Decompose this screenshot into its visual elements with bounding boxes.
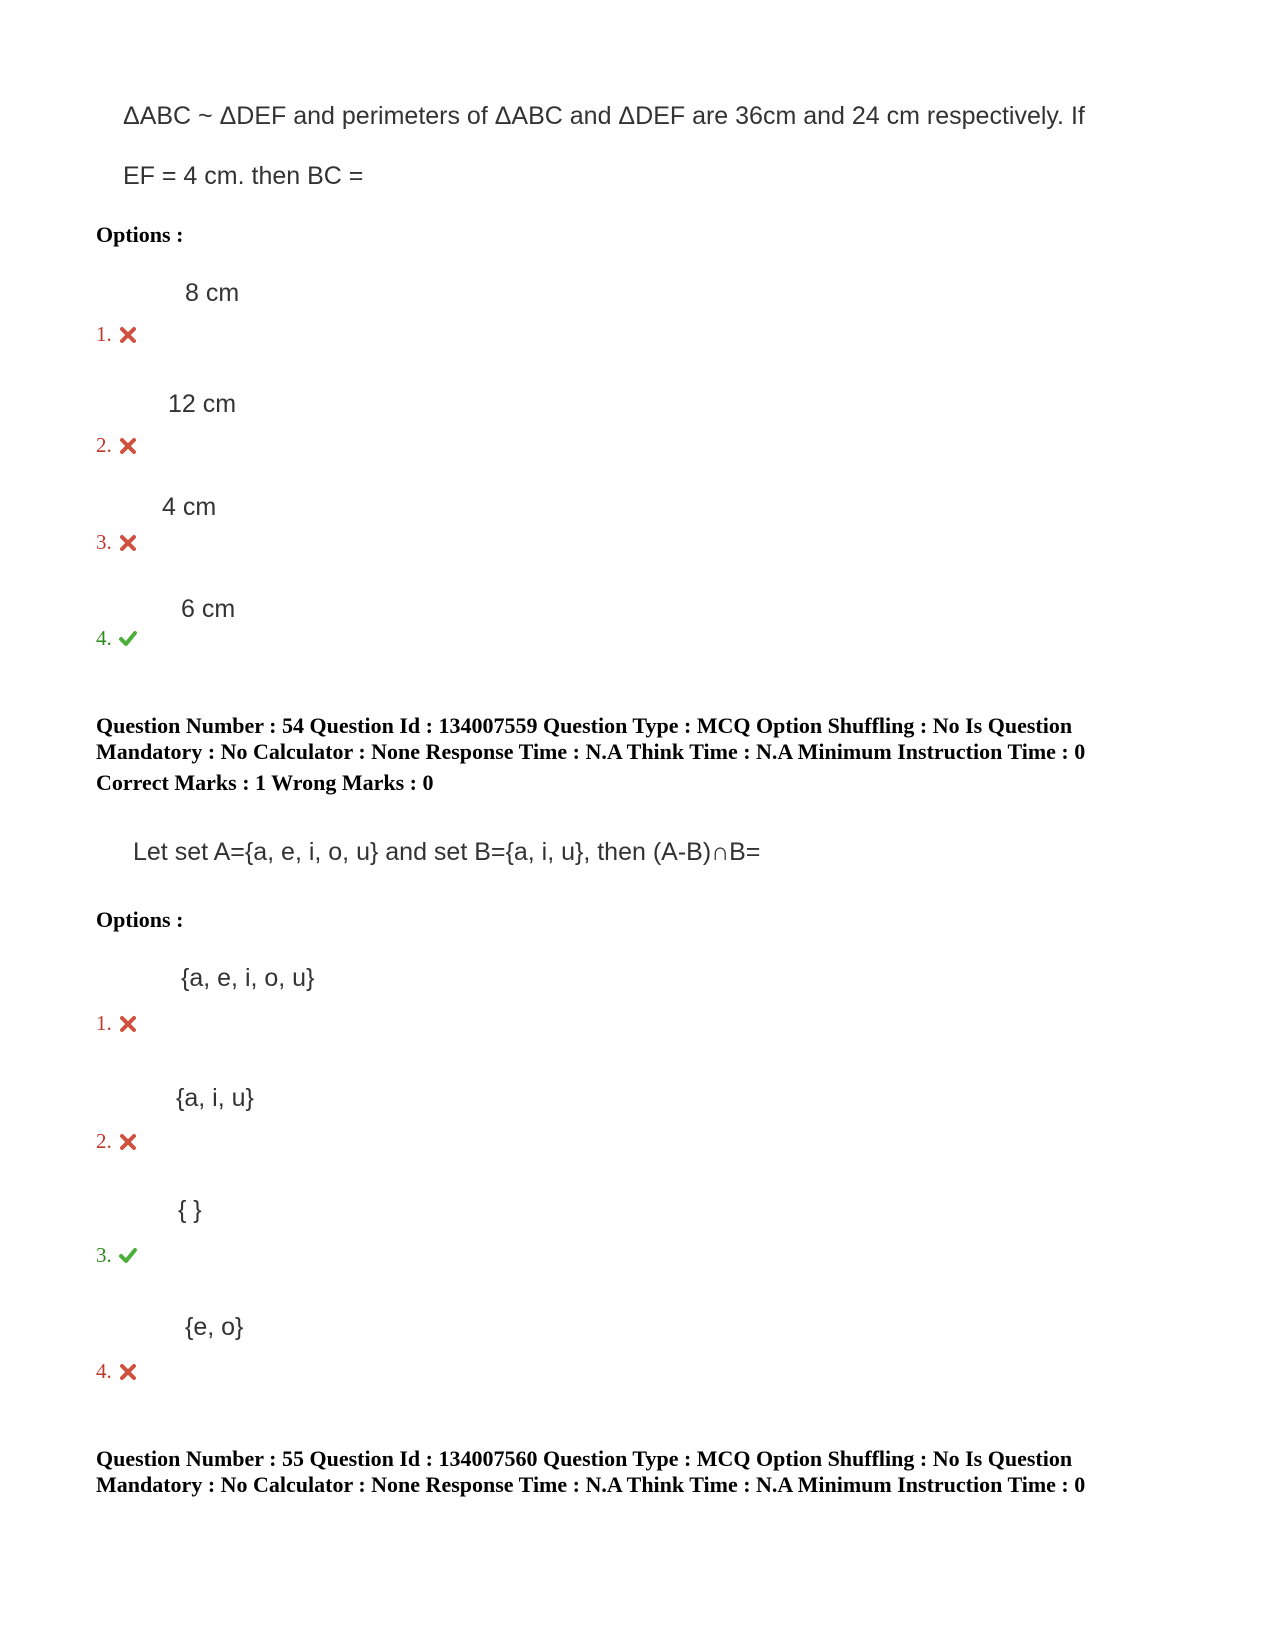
question-text: Let set A={a, e, i, o, u} and set B={a, i, u}, then (A-B)∩B= bbox=[133, 838, 761, 866]
check-icon bbox=[118, 1246, 138, 1266]
options-label: Options : bbox=[96, 907, 184, 932]
option-text: 6 cm bbox=[181, 595, 236, 623]
cross-icon bbox=[118, 325, 138, 345]
question-text-line1: ΔABC ~ ΔDEF and perimeters of ΔABC and ΔDEF are 36cm and 24 cm respectively. If bbox=[123, 102, 1085, 130]
question-meta-line2: Mandatory : No Calculator : None Response Time : N.A Think Time : N.A Minimum Instruction Time : 0 bbox=[96, 739, 1086, 764]
option-number bbox=[96, 1011, 138, 1036]
cross-icon bbox=[118, 1132, 138, 1152]
cross-icon bbox=[118, 533, 138, 553]
options-label: Options : bbox=[96, 222, 184, 247]
question-meta-line3: Correct Marks : 1 Wrong Marks : 0 bbox=[96, 770, 434, 795]
option-number bbox=[96, 1359, 138, 1384]
question-meta-line1: Question Number : 54 Question Id : 134007559 Question Type : MCQ Option Shuffling : No Is Question bbox=[96, 713, 1073, 738]
cross-icon bbox=[118, 436, 138, 456]
option-text: {a, e, i, o, u} bbox=[181, 964, 315, 992]
option-number bbox=[96, 433, 138, 458]
option-number bbox=[96, 626, 138, 651]
option-text: { } bbox=[178, 1196, 202, 1224]
option-number-label: 3. bbox=[96, 530, 112, 554]
option-number-label: 1. bbox=[96, 1011, 112, 1035]
option-text: 4 cm bbox=[162, 493, 217, 521]
question-meta-line2: Mandatory : No Calculator : None Response Time : N.A Think Time : N.A Minimum Instruction Time : 0 bbox=[96, 1472, 1086, 1497]
option-text: 12 cm bbox=[168, 390, 237, 418]
option-text: {e, o} bbox=[185, 1313, 244, 1341]
option-number bbox=[96, 1129, 138, 1154]
cross-icon bbox=[118, 1014, 138, 1034]
option-number-label: 1. bbox=[96, 322, 112, 346]
cross-icon bbox=[118, 1362, 138, 1382]
option-number-label: 2. bbox=[96, 1129, 112, 1153]
option-number-label: 4. bbox=[96, 626, 112, 650]
option-number bbox=[96, 1243, 138, 1268]
option-number-label: 3. bbox=[96, 1243, 112, 1267]
option-number bbox=[96, 322, 138, 347]
option-number bbox=[96, 530, 138, 555]
question-meta-line1: Question Number : 55 Question Id : 134007560 Question Type : MCQ Option Shuffling : No Is Question bbox=[96, 1446, 1073, 1471]
option-number-label: 4. bbox=[96, 1359, 112, 1383]
question-text-line2: EF = 4 cm. then BC = bbox=[123, 162, 364, 190]
option-text: 8 cm bbox=[185, 279, 240, 307]
option-number-label: 2. bbox=[96, 433, 112, 457]
check-icon bbox=[118, 629, 138, 649]
option-text: {a, i, u} bbox=[176, 1084, 254, 1112]
